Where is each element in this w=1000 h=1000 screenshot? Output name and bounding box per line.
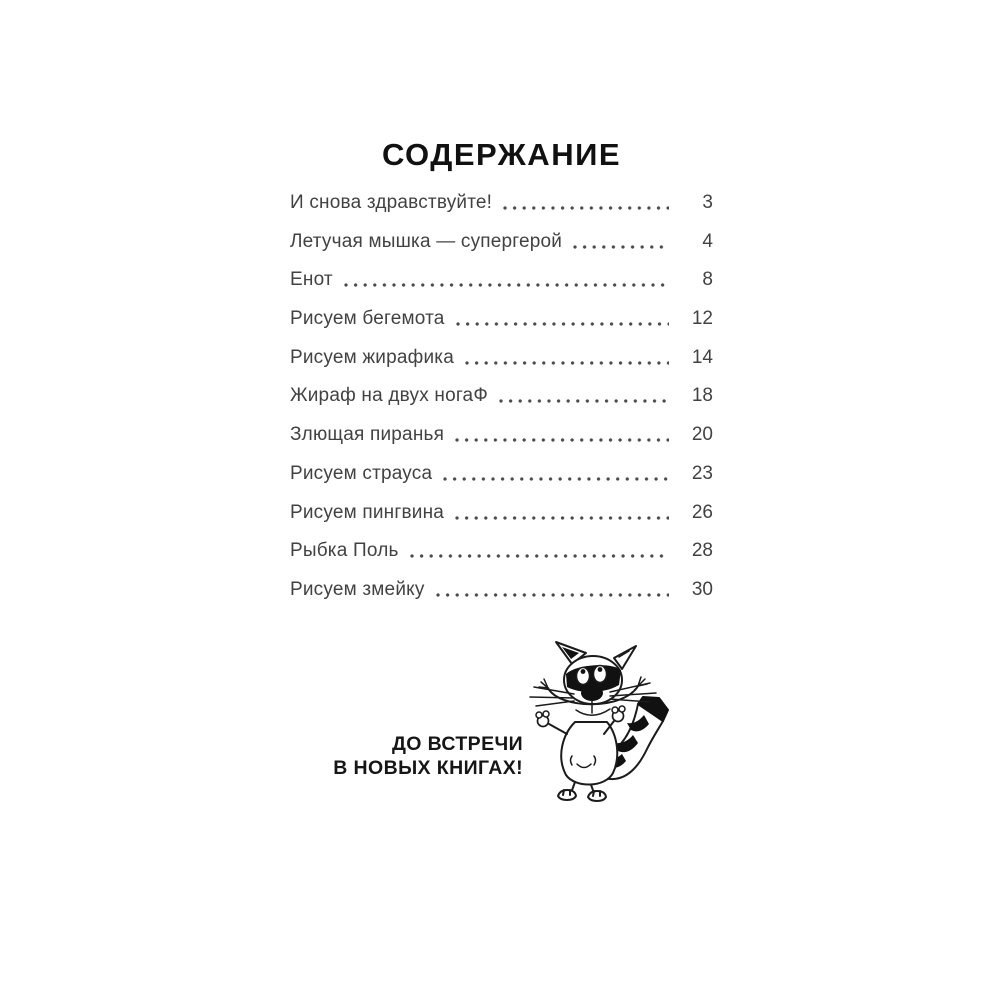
toc-entry (290, 575, 713, 601)
dotted-leader (573, 245, 669, 249)
toc-page-number: 18 (691, 385, 713, 407)
toc-entry (290, 304, 713, 330)
toc-entry (290, 459, 713, 485)
toc-entry-title: Рисуем жирафика (290, 346, 454, 368)
dotted-leader (499, 399, 669, 403)
toc-entry-title: Злющая пиранья (290, 424, 445, 446)
dotted-leader (456, 322, 669, 326)
toc-entry (290, 343, 713, 369)
toc-entry-title: Летучая мышка — супергерой (290, 230, 563, 252)
toc-entry-title: Рыбка Поль (290, 540, 399, 562)
dotted-leader (455, 438, 669, 442)
toc-entry (290, 420, 713, 446)
toc-page-number: 4 (702, 230, 713, 252)
dotted-leader (455, 516, 669, 520)
toc-entry-title: Рисуем змейку (290, 578, 425, 600)
toc-page-number: 14 (691, 346, 713, 368)
toc-entry-title: Енот (290, 269, 333, 291)
raccoon-foot (558, 790, 576, 800)
toc-entry (290, 265, 713, 291)
dotted-leader (344, 283, 669, 287)
toc-page-number: 23 (691, 462, 713, 484)
toc-page-number: 26 (691, 501, 713, 523)
toc-page-number: 3 (702, 192, 713, 213)
dotted-leader (436, 593, 669, 597)
toc-entry-title: Рисуем пингвина (290, 501, 445, 523)
toc-entry-title: Рисуем бегемота (290, 308, 445, 330)
toc-entry-title: Рисуем страуса (290, 462, 433, 484)
farewell-message-line1: ДО ВСТРЕЧИ (391, 733, 523, 755)
toc-entry (290, 227, 713, 253)
toc-page-number: 28 (691, 540, 713, 562)
raccoon-illustration (522, 638, 700, 806)
raccoon-body (561, 722, 617, 785)
toc-entry (290, 188, 713, 214)
dotted-leader (503, 206, 669, 210)
toc-entry (290, 536, 713, 562)
toc-entry (290, 381, 713, 407)
farewell-message (250, 732, 523, 780)
dotted-leader (465, 361, 669, 365)
toc-page-number: 20 (691, 424, 713, 446)
raccoon-foot (588, 791, 606, 801)
toc-page-number: 8 (702, 269, 713, 291)
dotted-leader (443, 477, 669, 481)
dotted-leader (410, 554, 669, 558)
toc-list (290, 188, 713, 614)
toc-page-number: 30 (691, 578, 713, 600)
toc-entry-title: И снова здравствуйте! (290, 192, 493, 213)
toc-entry (290, 498, 713, 524)
toc-page-number: 12 (691, 308, 713, 330)
raccoon-nose (581, 685, 603, 701)
toc-entry-title: Жираф на двух ногаФ (290, 385, 488, 407)
farewell-message-line2: В НОВЫХ КНИГАХ! (333, 757, 523, 779)
page-title: СОДЕРЖАНИЕ (381, 136, 622, 172)
